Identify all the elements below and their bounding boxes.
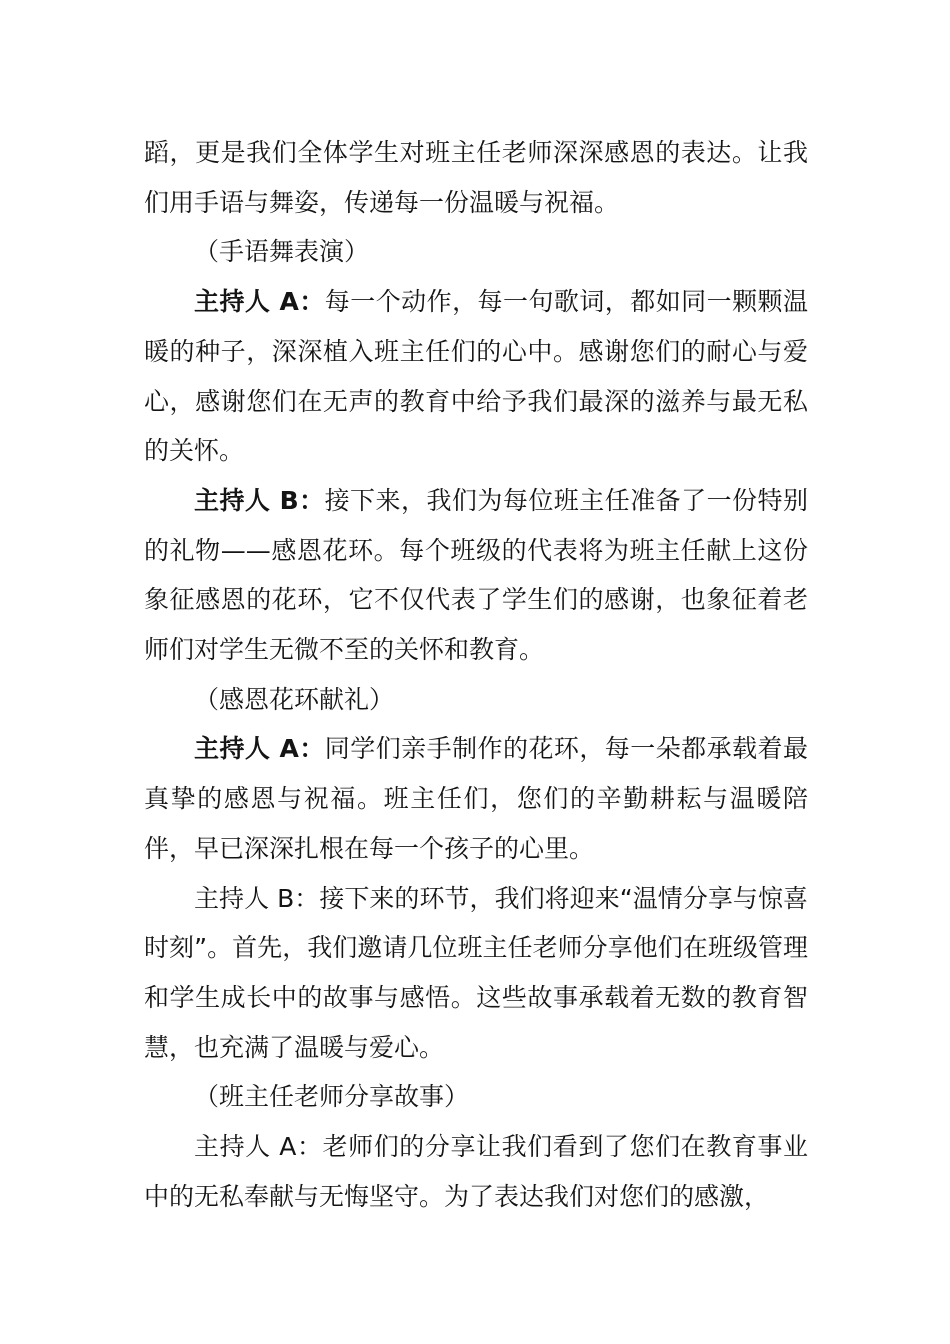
dialogue-paragraph-plain <box>144 1122 808 1221</box>
paragraph-text: 接下来，我们为每位班主任准备了一份特别的礼物——感恩花环。每个班级的代表将为班主任献上这份象征感恩的花环，它不仅代表了学生们的感谢，也象征着老师们对学生无微不至的关怀和教育。 <box>144 485 808 665</box>
document-body <box>144 128 808 1221</box>
speaker-label: 主持人 A： <box>194 287 325 317</box>
paragraph-text: 同学们亲手制作的花环，每一朵都承载着最真挚的感恩与祝福。班主任们，您们的辛勤耕耘与温暖陪伴，早已深深扎根在每一个孩子的心里。 <box>144 734 808 863</box>
paragraph-text: （手语舞表演） <box>194 237 370 267</box>
paragraph-text: （感恩花环献礼） <box>194 684 395 714</box>
paragraph-continuation <box>144 128 808 227</box>
paragraph-text: 主持人 A：老师们的分享让我们看到了您们在教育事业中的无私奉献与无悔坚守。为了表达我们对您们的感激， <box>144 1132 808 1211</box>
dialogue-paragraph <box>144 277 808 476</box>
stage-direction <box>144 227 808 277</box>
dialogue-paragraph <box>144 476 808 675</box>
dialogue-paragraph <box>144 724 808 873</box>
speaker-label: 主持人 A： <box>194 734 325 764</box>
paragraph-text: 主持人 B：接下来的环节，我们将迎来“温情分享与惊喜时刻”。首先，我们邀请几位班主任老师分享他们在班级管理和学生成长中的故事与感悟。这些故事承载着无数的教育智慧，也充满了温暖与爱心。 <box>144 883 808 1062</box>
stage-direction <box>144 1072 808 1122</box>
dialogue-paragraph-plain <box>144 874 808 1073</box>
paragraph-text: 每一个动作，每一句歌词，都如同一颗颗温暖的种子，深深植入班主任们的心中。感谢您们的耐心与爱心，感谢您们在无声的教育中给予我们最深的滋养与最无私的关怀。 <box>144 287 808 466</box>
paragraph-text: （班主任老师分享故事） <box>194 1082 470 1112</box>
speaker-label: 主持人 B： <box>194 485 325 515</box>
stage-direction <box>144 675 808 725</box>
paragraph-text: 蹈，更是我们全体学生对班主任老师深深感恩的表达。让我们用手语与舞姿，传递每一份温暖与祝福。 <box>144 138 808 217</box>
